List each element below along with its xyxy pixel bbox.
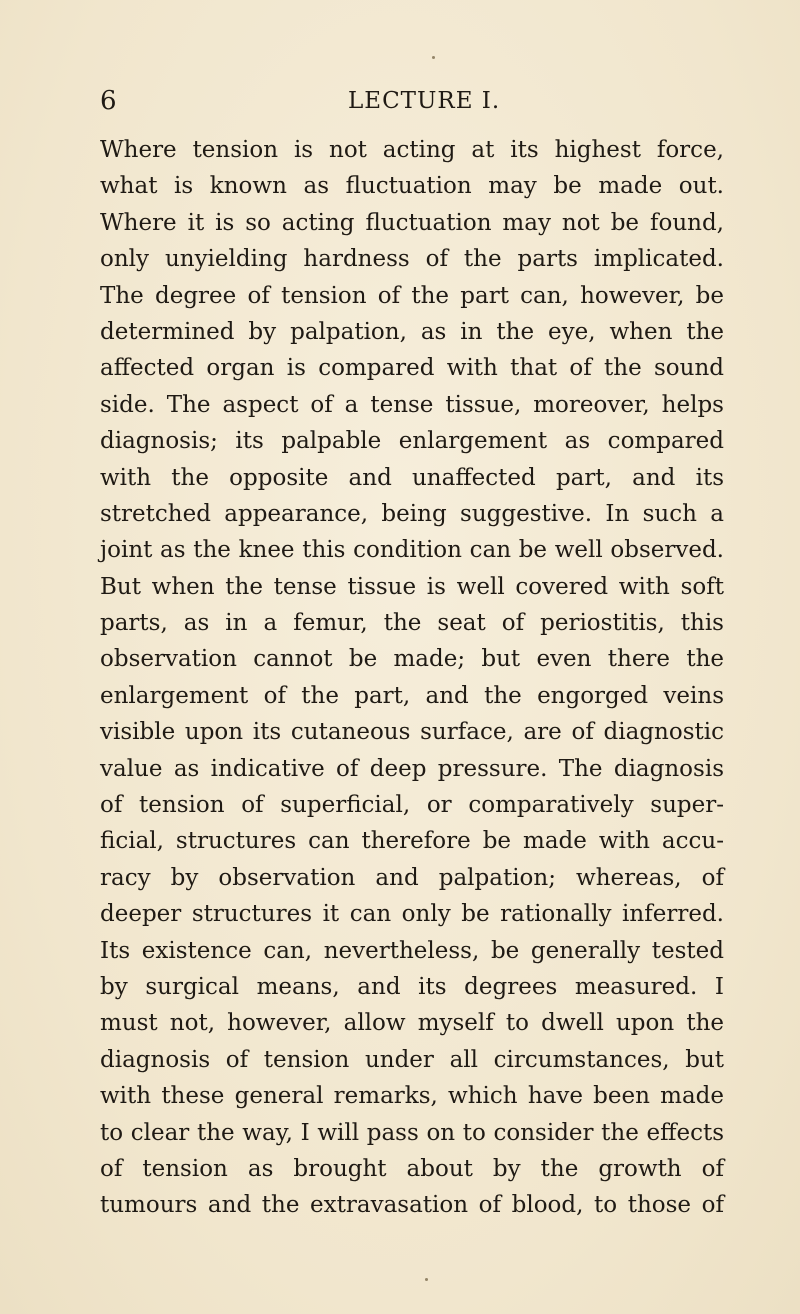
text-line: The degree of tension of the part can, however, be xyxy=(100,282,724,309)
text-line: of tension as brought about by the growth of xyxy=(100,1155,724,1182)
running-head xyxy=(100,84,710,118)
text-line: Where it is so acting fluctuation may not be found, xyxy=(100,209,724,236)
paper-speck xyxy=(432,56,435,59)
text-line: ficial, structures can therefore be made with accu- xyxy=(100,828,724,855)
text-line: diagnosis; its palpable enlargement as compared xyxy=(100,428,724,455)
text-line: visible upon its cutaneous surface, are of diagnostic xyxy=(100,719,724,746)
text-line: joint as the knee this condition can be well observed. xyxy=(100,537,724,564)
text-line: Its existence can, nevertheless, be generally tested xyxy=(100,937,724,964)
text-line: of tension of superficial, or comparatively super- xyxy=(100,792,724,819)
text-line: Where tension is not acting at its highest force, xyxy=(100,137,724,163)
page-number: 6 xyxy=(100,86,117,116)
text-line: side. The aspect of a tense tissue, moreover, helps xyxy=(100,391,724,418)
text-line: with these general remarks, which have been made xyxy=(100,1083,724,1110)
text-line: determined by palpation, as in the eye, when the xyxy=(100,318,724,345)
running-head-title: LECTURE I. xyxy=(348,88,501,114)
text-line: must not, however, allow myself to dwell upon the xyxy=(100,1010,724,1037)
text-line: racy by observation and palpation; whereas, of xyxy=(100,864,724,891)
text-line: affected organ is compared with that of the sound xyxy=(100,355,724,382)
paper-speck xyxy=(425,1278,428,1281)
text-line: parts, as in a femur, the seat of periostitis, this xyxy=(100,610,724,637)
text-line: by surgical means, and its degrees measured. I xyxy=(100,973,724,1000)
text-line: observation cannot be made; but even there the xyxy=(100,646,724,673)
text-line: with the opposite and unaffected part, and its xyxy=(100,464,724,491)
text-line: But when the tense tissue is well covered with soft xyxy=(100,573,724,600)
text-line: deeper structures it can only be rationally inferred. xyxy=(100,901,724,928)
text-line: tumours and the extravasation of blood, to those of xyxy=(100,1192,724,1219)
body-text xyxy=(100,132,724,1224)
text-line: enlargement of the part, and the engorged veins xyxy=(100,682,724,709)
text-line: what is known as fluctuation may be made out. xyxy=(100,173,724,200)
text-line: stretched appearance, being suggestive. In such a xyxy=(100,500,724,527)
text-line: value as indicative of deep pressure. The diagnosis xyxy=(100,755,724,782)
text-line: diagnosis of tension under all circumstances, but xyxy=(100,1046,724,1073)
text-line: only unyielding hardness of the parts implicated. xyxy=(100,246,724,273)
text-line: to clear the way, I will pass on to consider the effects xyxy=(100,1119,724,1146)
